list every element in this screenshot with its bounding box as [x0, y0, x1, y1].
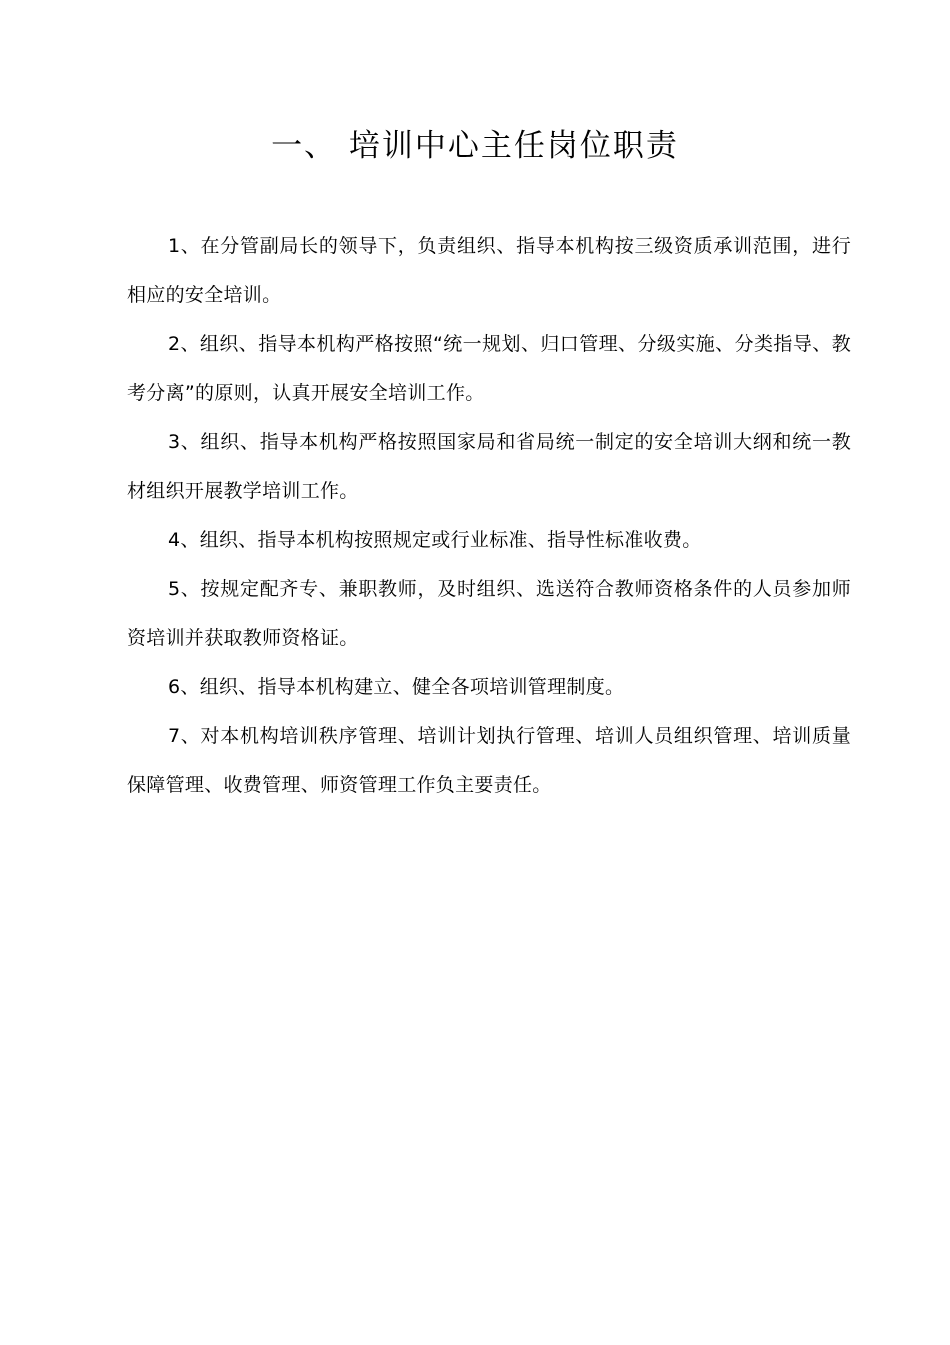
paragraph-3: 3、组织、指导本机构严格按照国家局和省局统一制定的安全培训大纲和统一教材组织开展教学培训工作。: [127, 431, 851, 502]
paragraph-7: 7、对本机构培训秩序管理、培训计划执行管理、培训人员组织管理、培训质量保障管理、收费管理、师资管理工作负主要责任。: [127, 725, 851, 796]
paragraph-1: 1、在分管副局长的领导下，负责组织、指导本机构按三级资质承训范围，进行相应的安全培训。: [127, 235, 851, 306]
document-title: 一、 培训中心主任岗位职责: [271, 128, 679, 164]
paragraph-5: 5、按规定配齐专、兼职教师，及时组织、选送符合教师资格条件的人员参加师资培训并获取教师资格证。: [127, 578, 851, 649]
paragraph-6: 6、组织、指导本机构建立、健全各项培训管理制度。: [168, 676, 625, 698]
paragraph-2: 2、组织、指导本机构严格按照“统一规划、归口管理、分级实施、分类指导、教考分离”的原则，认真开展安全培训工作。: [127, 333, 851, 404]
paragraph-4: 4、组织、指导本机构按照规定或行业标准、指导性标准收费。: [168, 529, 702, 551]
document-body: [127, 222, 851, 810]
